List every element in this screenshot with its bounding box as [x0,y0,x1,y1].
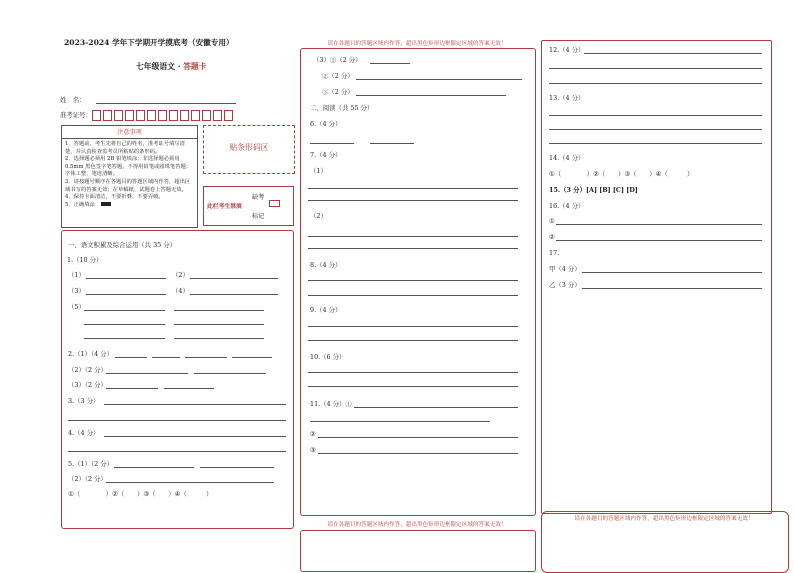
q1-sub5-blank[interactable] [84,338,165,339]
q6-blank[interactable] [370,143,414,144]
q7-sub2-blank[interactable] [308,236,518,237]
q9-blank[interactable] [308,340,518,341]
q2-sub3-blank[interactable] [106,388,158,389]
q2-sub1-blank[interactable] [185,357,227,358]
q17-jia-label: 甲（4 分） [549,265,581,273]
q13-label: 13.（4 分） [549,94,585,102]
q4-blank[interactable] [68,451,286,452]
notice-box [61,125,198,228]
q1-sub3-blank[interactable] [86,294,166,295]
q5-sub1-blank[interactable] [200,467,274,468]
absent-label: 缺考 [252,194,265,201]
q1-sub5-blank[interactable] [84,324,165,325]
q5-sub2: （2）（2 分） [68,475,107,483]
mark-label: 标记 [252,213,265,220]
q5-sub3: ①（ ）②（ ）③（ ）④（ ） [68,490,213,498]
column2-bottom-warning: 请在各题目的答题区域内作答，超出黑色矩形边框限定区域的答案无效！ [327,522,507,528]
q5-sub2-blank[interactable] [106,482,274,483]
q2-sub3-blank[interactable] [164,388,214,389]
answer-region-part2-continued [300,530,536,572]
q13-blank[interactable] [549,115,762,116]
q12-blank[interactable] [549,68,762,69]
q4-blank[interactable] [104,436,286,437]
section2-title: 二、阅读（共 55 分） [310,104,374,112]
q13-blank[interactable] [549,143,762,144]
name-label: 姓 名： [60,96,86,104]
q1-sub4: （4） [172,287,189,295]
q1-sub5-blank[interactable] [84,310,165,311]
q1-sub1: （1） [68,271,85,279]
q12-label: 12.（4 分） [549,46,585,54]
q7-sub1-blank[interactable] [308,188,518,189]
absent-mark-box[interactable] [269,200,280,207]
name-field[interactable] [96,103,236,104]
q17-jia-blank[interactable] [582,272,762,273]
q3-sub1-label: （3）①（2 分） [313,56,362,64]
q7-sub2: （2） [310,212,327,220]
q3-sub3-label: ③（2 分） [322,88,354,96]
q1-sub3: （3） [68,287,85,295]
notice-item: 3．请按题号顺序在各题目的答题区域内作答，超出区域书写的答案无效；在草稿纸、试题卷上答题无效。 [65,178,191,193]
barcode-label: 贴条形码区 [229,143,269,152]
q2-sub1-blank[interactable] [232,357,272,358]
q16-blank-1[interactable] [556,224,762,225]
q3-sub1-blank[interactable] [370,63,410,64]
q14-options: ①（ ）②（ ）③（ ）④（ ） [549,170,694,178]
answer-region-part3 [541,40,772,514]
q16-label: 16.（4 分） [549,202,585,210]
q16-blank-2[interactable] [556,240,762,241]
q17-label: 17. [549,249,560,257]
q10-blank[interactable] [308,386,518,387]
q2-sub2: （2）（2 分） [68,366,107,374]
q17-yi-blank[interactable] [582,288,762,289]
q5-sub1-blank[interactable] [114,467,194,468]
q1-sub5-blank[interactable] [174,338,264,339]
answer-region-part2 [300,48,536,516]
grade-label: 七年级语文 [136,62,175,71]
q2-sub1: 2.（1）（4 分） [68,350,114,358]
q11-blank-1[interactable] [354,407,518,408]
q2-sub2-blank[interactable] [106,373,188,374]
q13-blank[interactable] [549,129,762,130]
answer-card-label: 答题卡 [183,62,207,71]
q4-label: 4.（4 分） [68,429,100,437]
q3-sub2-label: ②（2 分） [322,72,354,80]
q6-blank[interactable] [310,143,354,144]
q11-blank-1[interactable] [310,421,490,422]
id-label: 准考证号： [60,111,92,119]
q8-label: 8.（4 分） [310,261,342,269]
q1-sub1-blank[interactable] [86,278,166,279]
q15-choices[interactable]: 15.（3 分）[A] [B] [C] [D] [549,186,638,194]
q2-sub1-blank[interactable] [152,357,180,358]
q6-label: 6.（4 分） [310,120,342,128]
q3-label: 3.（3 分） [68,397,100,405]
column2-top-warning: 请在各题目的答题区域内作答，超出黑色矩形边框限定区域的答案无效！ [327,41,507,47]
q2-sub3: （3）（2 分） [68,381,107,389]
q10-label: 10.（6 分） [310,353,346,361]
answer-region-part3-continued [541,511,789,573]
q3-blank[interactable] [104,404,286,405]
absent-restricted-label: 此栏考生禁填 [207,204,242,210]
card-title: 2023-2024 学年下学期开学摸底考（安徽专用） [64,38,234,47]
fill-example-label: 5．正确填涂 [65,201,95,208]
q1-label: 1.（10 分） [67,256,103,264]
section1-title: 一、语文积累及综合运用（共 35 分） [68,241,177,249]
q7-label: 7.（4 分） [310,151,342,159]
filled-mark-icon [101,202,111,206]
q1-sub5: （5） [68,303,85,311]
q11-option-3: ③ [310,446,316,454]
notice-item: 1．答题前，考生先将自己的姓名，准考证号填写清楚，并认真检查监考员所粘贴的条形码。 [65,141,185,155]
q7-sub1: （1） [310,167,327,175]
notice-item-fill [65,202,194,210]
q1-sub5-blank[interactable] [174,324,264,325]
q14-label: 14.（4 分） [549,154,585,162]
q9-blank[interactable] [308,326,518,327]
notice-title: 注意事项 [62,126,197,139]
column3-bottom-warning: 请在各题目的答题区域内作答，超出黑色矩形边框限定区域的答案无效！ [574,516,754,522]
q11-option-2: ② [310,430,316,438]
q8-blank[interactable] [308,280,518,281]
q2-sub1-blank[interactable] [115,357,147,358]
q3-sub3-blank[interactable] [356,95,506,96]
q11-label: 11.（4 分）① [310,400,352,408]
q1-sub4-blank[interactable] [190,294,278,295]
q11-blank-3[interactable] [318,453,518,454]
q16-option-1: ① [549,217,555,225]
q11-blank-2[interactable] [318,437,518,438]
q7-sub2-blank[interactable] [308,248,518,249]
q2-sub2-blank[interactable] [194,373,266,374]
q17-yi-label: 乙（3 分） [549,281,581,289]
q1-sub5-blank[interactable] [174,310,264,311]
q1-sub2: （2） [172,271,189,279]
q3-blank[interactable] [68,420,286,421]
card-subtitle [136,61,207,72]
notice-item: 4．保持卡面清洁，不要折叠、不要弄破。 [65,194,164,201]
q3-sub2-blank[interactable] [356,79,522,80]
q9-label: 9.（4 分） [310,306,342,314]
q7-sub1-blank[interactable] [308,200,518,201]
q1-sub2-blank[interactable] [190,278,278,279]
subtitle-separator: · [177,62,181,71]
q12-blank[interactable] [584,53,762,54]
q16-option-2: ② [549,233,555,241]
q12-blank[interactable] [549,83,762,84]
q8-blank[interactable] [308,295,518,296]
notice-item: 2．选择题必须用 2B 铅笔填涂；非选择题必须用 0.5mm 黑色签字笔答题，不得用铅笔或圆珠笔答题；字体工整、笔迹清晰。 [65,156,192,178]
absent-box [203,186,294,226]
q5-sub1: 5.（1）（2 分） [68,460,114,468]
q10-blank[interactable] [308,372,518,373]
barcode-area [203,125,295,174]
